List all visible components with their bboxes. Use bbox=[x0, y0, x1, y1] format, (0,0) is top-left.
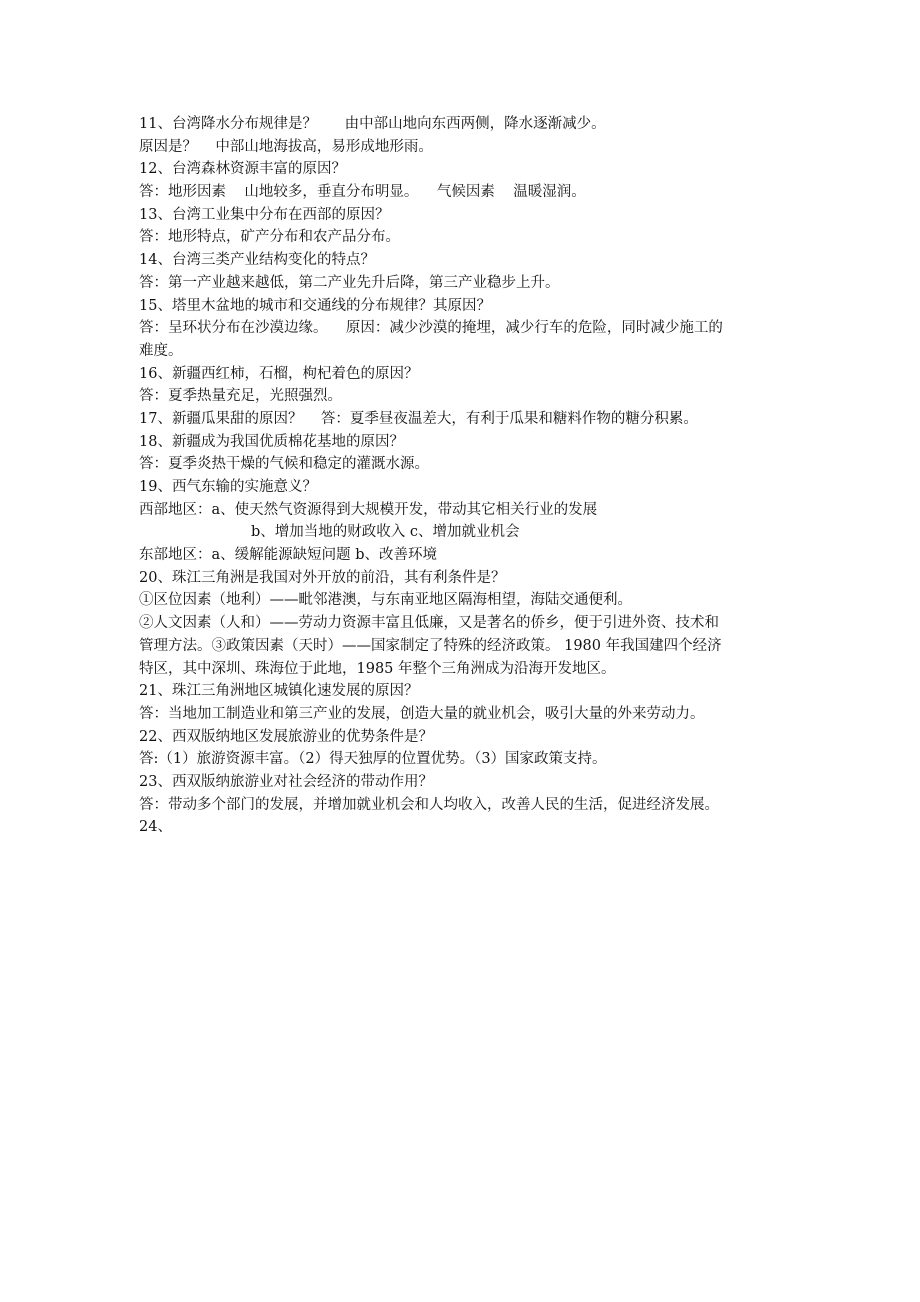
answer-18: 答：夏季炎热干燥的气候和稳定的灌溉水源。 bbox=[139, 456, 429, 473]
answer-19-west-a: 西部地区：a、使天然气资源得到大规模开发，带动其它相关行业的发展 bbox=[139, 501, 598, 518]
question-17: 17、新疆瓜果甜的原因？ 答：夏季昼夜温差大，有利于瓜果和糖料作物的糖分积累。 bbox=[139, 410, 698, 427]
answer-13: 答：地形特点，矿产分布和农产品分布。 bbox=[139, 229, 400, 246]
answer-19-west-bc: b、增加当地的财政收入 c、增加就业机会 bbox=[251, 524, 520, 541]
question-24: 24、 bbox=[139, 819, 172, 836]
answer-12: 答：地形因素 山地较多，垂直分布明显。 气候因素 温暖湿润。 bbox=[139, 184, 586, 201]
question-21: 21、珠江三角洲地区城镇化速发展的原因？ bbox=[139, 683, 419, 700]
answer-20-human: ②人文因素（人和）——劳动力资源丰富且低廉，又是著名的侨乡，便于引进外资、技术和 bbox=[139, 615, 719, 632]
answer-15: 答：呈环状分布在沙漠边缘。 原因：减少沙漠的掩埋，减少行车的危险，同时减少施工的 bbox=[139, 320, 723, 337]
question-13: 13、台湾工业集中分布在西部的原因？ bbox=[139, 206, 390, 223]
answer-20-zones: 特区，其中深圳、珠海位于此地，1985 年整个三角洲成为沿海开发地区。 bbox=[139, 660, 616, 677]
question-23: 23、西双版纳旅游业对社会经济的带动作用？ bbox=[139, 773, 433, 790]
answer-20-location: ①区位因素（地利）——毗邻港澳，与东南亚地区隔海相望，海陆交通便利。 bbox=[139, 592, 632, 609]
answer-11-reason: 原因是？ 中部山地海拔高，易形成地形雨。 bbox=[139, 138, 433, 155]
answer-23: 答：带动多个部门的发展，并增加就业机会和人均收入，改善人民的生活，促进经济发展。 bbox=[139, 796, 719, 813]
question-14: 14、台湾三类产业结构变化的特点？ bbox=[139, 252, 375, 269]
answer-22: 答:（1）旅游资源丰富。（2）得天独厚的位置优势。（3）国家政策支持。 bbox=[139, 751, 607, 768]
question-18: 18、新疆成为我国优质棉花基地的原因？ bbox=[139, 433, 404, 450]
answer-19-east: 东部地区：a、缓解能源缺短问题 b、改善环境 bbox=[139, 547, 438, 564]
question-22: 22、西双版纳地区发展旅游业的优势条件是？ bbox=[139, 728, 433, 745]
question-15: 15、塔里木盆地的城市和交通线的分布规律？其原因？ bbox=[139, 297, 491, 314]
answer-21: 答：当地加工制造业和第三产业的发展，创造大量的就业机会，吸引大量的外来劳动力。 bbox=[139, 705, 705, 722]
question-20: 20、珠江三角洲是我国对外开放的前沿，其有利条件是？ bbox=[139, 569, 506, 586]
question-12: 12、台湾森林资源丰富的原因？ bbox=[139, 161, 346, 178]
question-11: 11、台湾降水分布规律是？ 由中部山地向东西两侧，降水逐渐减少。 bbox=[139, 116, 606, 132]
document-body bbox=[139, 113, 789, 839]
answer-14: 答：第一产业越来越低，第二产业先升后降，第三产业稳步上升。 bbox=[139, 274, 560, 291]
answer-16: 答：夏季热量充足，光照强烈。 bbox=[139, 388, 342, 405]
question-16: 16、新疆西红柿，石榴，枸杞着色的原因？ bbox=[139, 365, 419, 382]
answer-15-continued: 难度。 bbox=[139, 342, 183, 359]
question-19: 19、西气东输的实施意义？ bbox=[139, 479, 317, 495]
answer-20-policy: 管理方法。③政策因素（天时）——国家制定了特殊的经济政策。 1980 年我国建四个经济 bbox=[139, 637, 722, 654]
